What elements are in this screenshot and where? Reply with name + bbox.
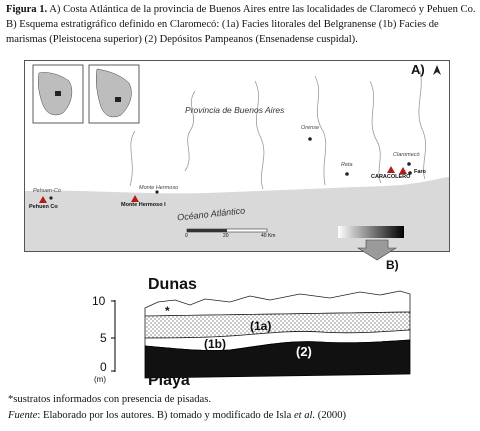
y-tick-0: 0 <box>100 360 107 374</box>
place-monte-hermoso: Monte Hermoso <box>139 185 179 191</box>
place-claromeco: Claromecó <box>393 152 420 158</box>
ocean-label: Océano Atlántico <box>176 205 246 223</box>
scale-40: 40 Km <box>261 233 276 239</box>
label-1a: (1a) <box>250 319 272 333</box>
province-label: Provincia de Buenos Aires <box>185 105 285 115</box>
scale-20: 20 <box>223 233 229 239</box>
place-monte-hermoso-i: Monte Hermoso I <box>121 202 166 208</box>
footnote-substrates: *sustratos informados con presencia de pisadas. <box>8 394 211 405</box>
label-1b: (1b) <box>204 337 226 351</box>
source-italic: et al. <box>293 410 316 421</box>
scale-0: 0 <box>185 233 188 239</box>
place-pehuen-co: Pehuen Co <box>29 204 58 210</box>
figure-label: Figura 1. <box>6 4 48 15</box>
place-caracolero: CARACOLERO <box>371 174 411 180</box>
place-faro: Faro <box>414 169 426 175</box>
caption-text: A) Costa Atlántica de la provincia de Buenos Aires entre las localidades de Claromecó y Pehuen Co. B) Esquema estratigráfico definido en Claromecó: (1a) Facies litorales del Belgranense (1b) Facies de marismas (Pleistocena superior) (2) Depósitos Pampeanos (Ensenadense cuspidal). <box>6 4 476 45</box>
source-label: Fuente <box>8 410 38 421</box>
playa-label: Playa <box>148 372 190 389</box>
dunas-label: Dunas <box>148 276 197 293</box>
place-orense: Orense <box>301 125 320 131</box>
asterisk-mark: * <box>165 304 170 318</box>
label-2: (2) <box>296 344 312 359</box>
source-text: : Elaborado por los autores. B) tomado y modificado de Isla <box>37 410 294 421</box>
place-reta: Reta <box>341 162 353 168</box>
panel-b-label: B) <box>386 258 399 272</box>
y-tick-5: 5 <box>100 331 107 345</box>
panel-a-label: A) <box>411 62 425 77</box>
place-pehuen-co-town: Pehuen-Co <box>33 188 61 194</box>
source-end: (2000) <box>315 410 347 421</box>
y-unit: (m) <box>94 375 106 384</box>
footnote-source <box>8 409 346 423</box>
y-tick-10: 10 <box>92 294 106 308</box>
